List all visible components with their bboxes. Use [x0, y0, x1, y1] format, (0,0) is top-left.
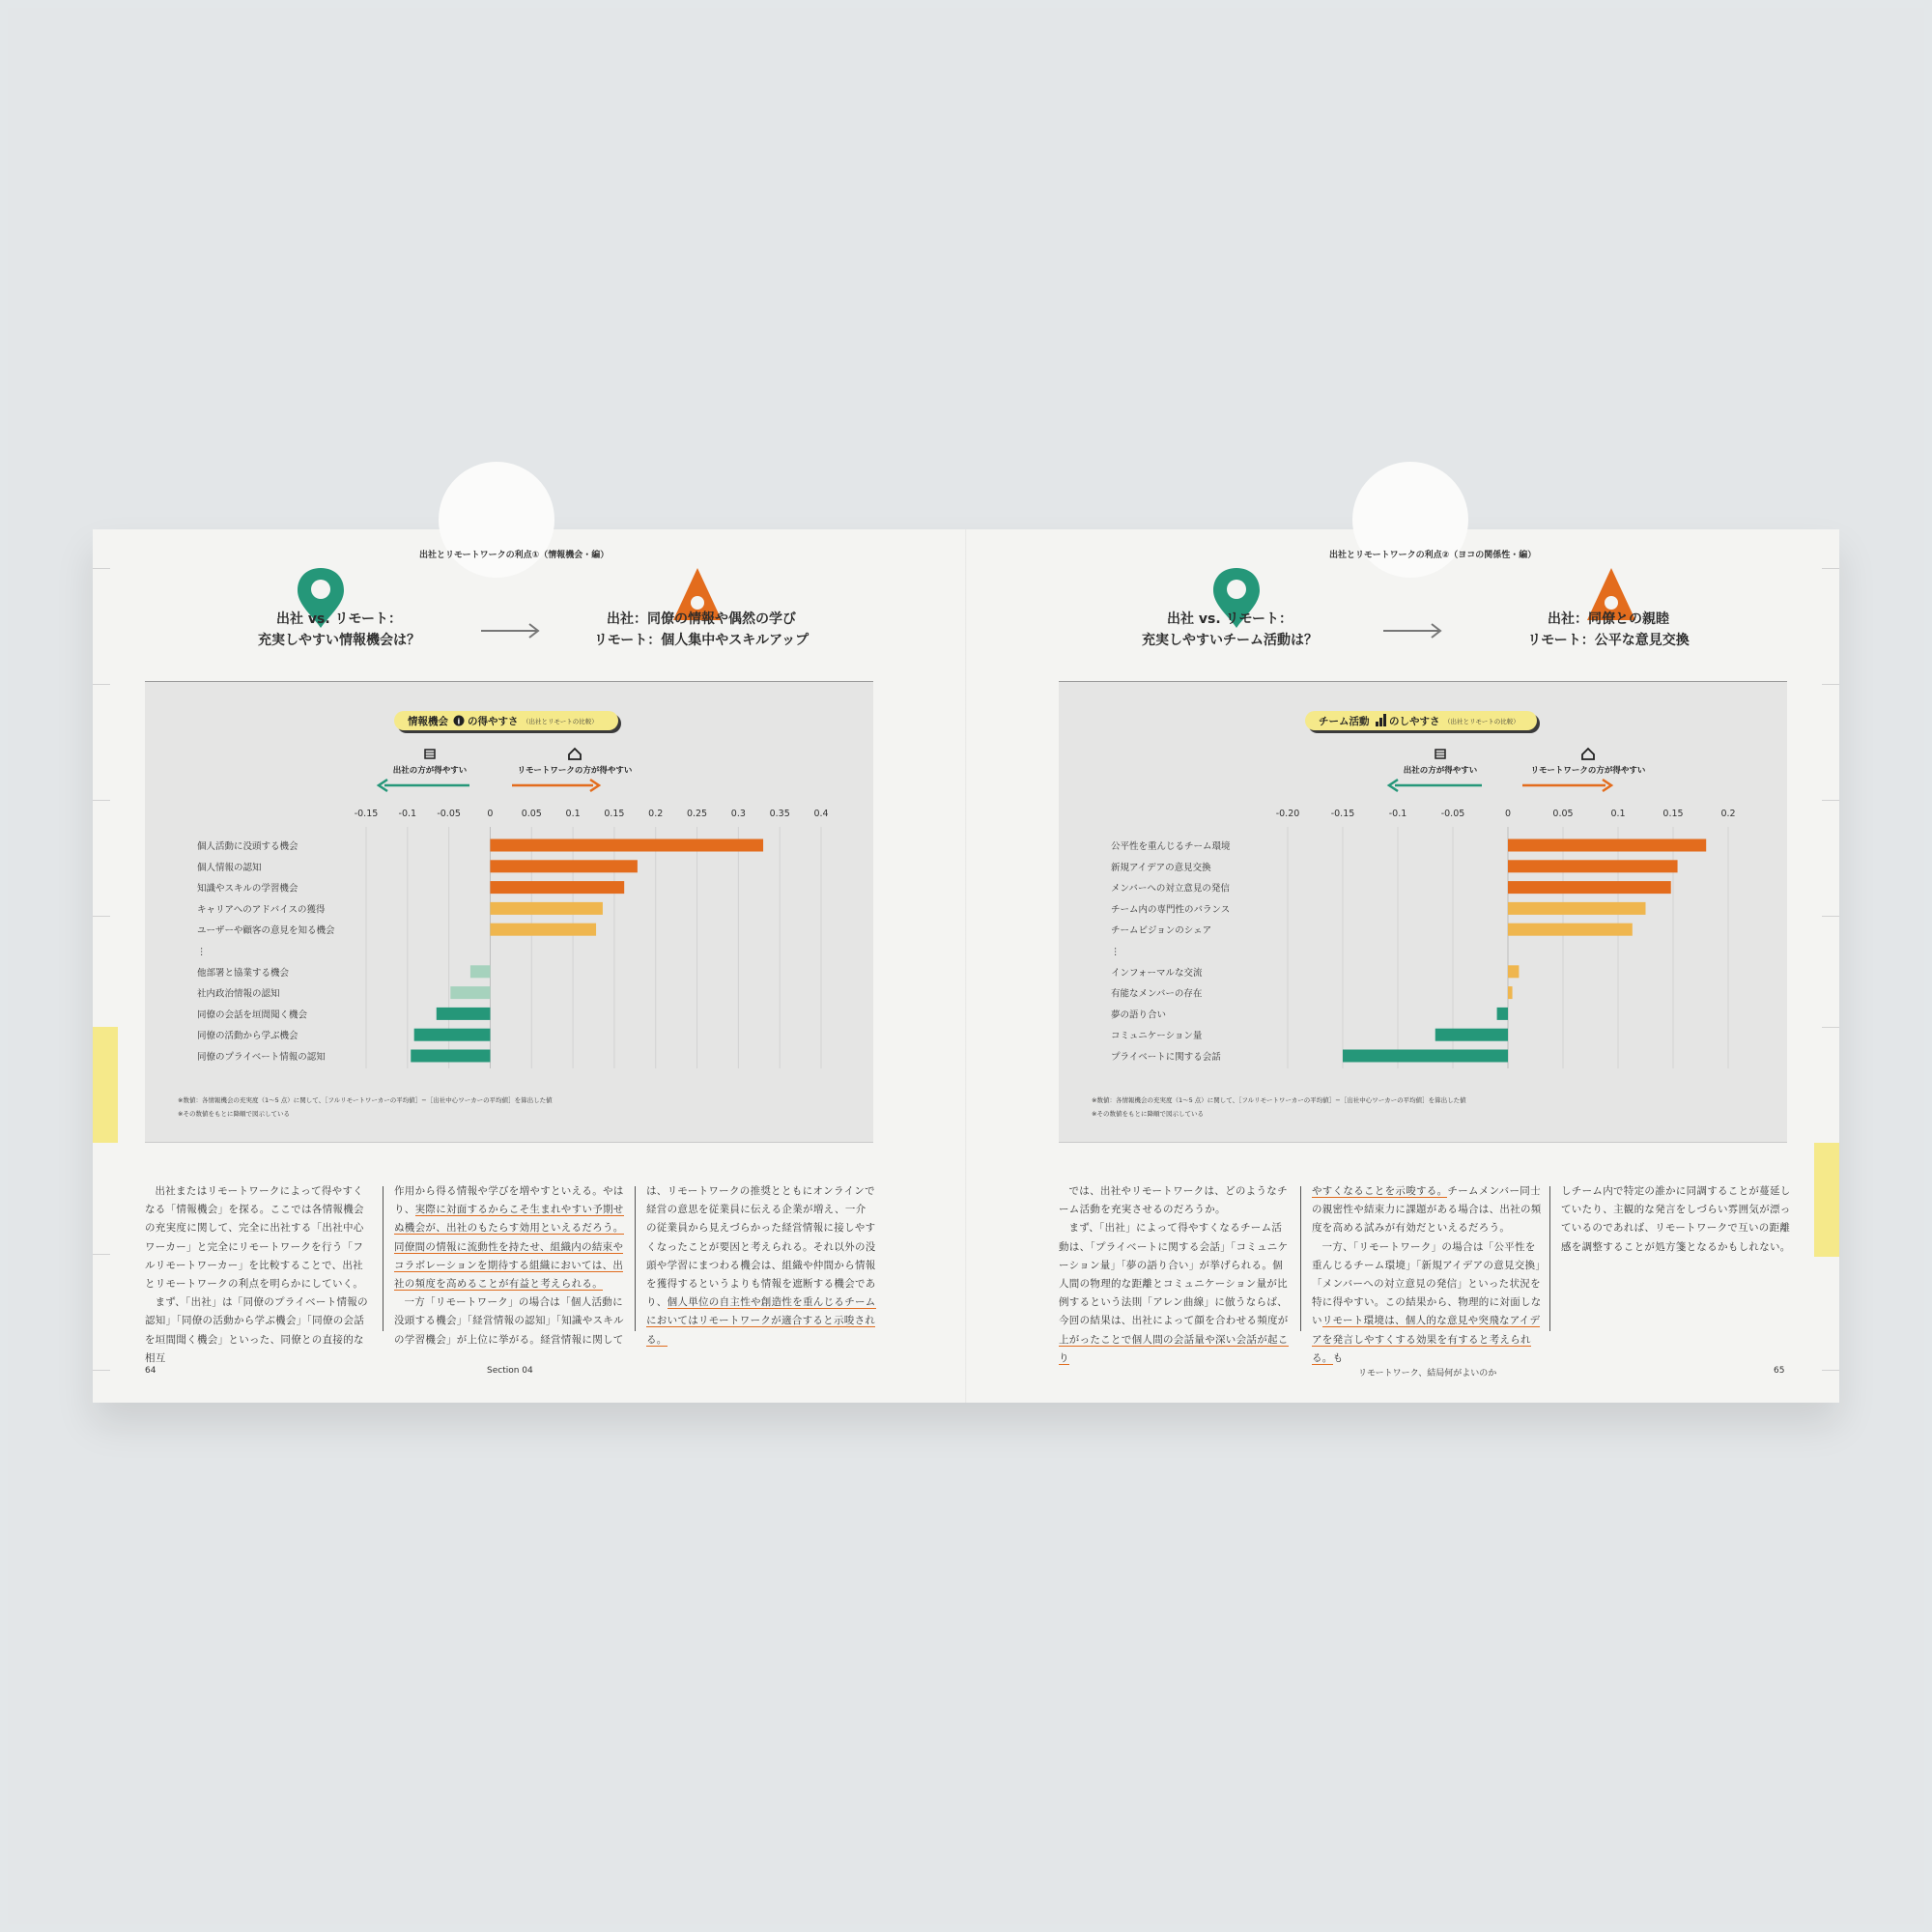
arrow-right-icon	[1381, 621, 1445, 640]
chart-title-suffix: のしやすさ	[1389, 716, 1440, 727]
info-icon-glyph: i	[457, 717, 461, 726]
edge-rule	[93, 1370, 110, 1371]
tick-label: 0.2	[1720, 809, 1736, 819]
question-heading	[257, 609, 421, 651]
chart-title-note: （出社とリモートの比較）	[1444, 718, 1520, 725]
body-column-3	[646, 1182, 876, 1346]
running-head: 出社とリモートワークの利点②（ヨコの関係性・編）	[1329, 551, 1537, 560]
edge-rule	[1822, 916, 1839, 917]
arrow-right-icon	[479, 621, 543, 640]
tick-label: -0.05	[1440, 809, 1465, 819]
underlined-text: リモート環境は、個人的な意見や突飛なアイデアを発言しやすくする効果を有すると考えられる。	[1312, 1315, 1541, 1364]
column-divider	[383, 1186, 384, 1331]
legend-remote-label: リモートワークの方が得やすい	[1530, 766, 1646, 776]
edge-highlight	[1814, 1143, 1839, 1257]
edge-rule	[1822, 1370, 1839, 1371]
chart-footnote: ※数値：各情報機会の充実度（1〜5 点）に関して、［フルリモートワーカーの平均値］−［出社中心ワーカーの平均値］を算出した値	[178, 1096, 553, 1104]
text-run: チームメンバー同士の親密性や結束力に課題がある場合は、出社の頻度を高める試みが有効だといえるだろう。	[1312, 1185, 1542, 1235]
category-label: 同僚の活動から学ぶ機会	[197, 1031, 298, 1042]
answer-heading	[585, 609, 817, 651]
column-divider	[1300, 1186, 1301, 1331]
bar	[1508, 860, 1678, 872]
category-label: チーム内の専門性のバランス	[1111, 904, 1231, 916]
category-label: 個人活動に没頭する機会	[197, 841, 298, 852]
category-label: 公平性を重んじるチーム環境	[1111, 841, 1231, 852]
book-title-label: リモートワーク、結局何がよいのか	[1358, 1369, 1497, 1378]
tick-label: 0.3	[730, 809, 746, 819]
legend-office-label: 出社の方が得やすい	[1403, 766, 1478, 776]
underlined-text: 同僚間の情報に流動性を持たせ、組織内の結束やコラボレーションを期待する組織においては、出社の頻度を高めることが有益と考えられる。	[394, 1240, 624, 1291]
column-divider	[1549, 1186, 1550, 1331]
edge-rule	[93, 568, 110, 569]
bar	[470, 965, 491, 978]
paragraph: では、出社やリモートワークは、どのようなチーム活動を充実させるのだろうか。	[1059, 1185, 1288, 1216]
paragraph: まず、「出社」は「同僚のプライベート情報の認知」「同僚の活動から学ぶ機会」「同僚の会話を垣間聞く機会」といった、同僚との直接的な相互	[145, 1296, 368, 1364]
paragraph	[1312, 1182, 1542, 1238]
underlined-text: やすくなることを示唆する。	[1312, 1185, 1448, 1197]
paragraph: しチーム内で特定の誰かに同調することが蔓延していたり、主観的な発言をしづらい雰囲気が漂っているのであれば、リモートワークで互いの距離感を調整することが処方箋となるかもしれない。	[1561, 1185, 1791, 1253]
category-label: 個人情報の認知	[197, 862, 262, 873]
bar	[1508, 986, 1513, 999]
category-label: 夢の語り合い	[1111, 1009, 1167, 1021]
underlined-text: 上がったことで個人間の会話量や深い会話が起こり	[1059, 1333, 1289, 1364]
bar	[1497, 1008, 1508, 1020]
page-number: 65	[1774, 1366, 1785, 1376]
bar-chart-icon	[1379, 718, 1382, 726]
text-run: 一方、「リモートワーク」の場合は「公平性を重んじるチーム環境」「新規アイデアの意見交換」「メンバーへの対立意見の発信」といった状況を特に得やすい。この結果から、物理的に対面しない	[1312, 1240, 1542, 1327]
chart-panel	[145, 681, 873, 1143]
tick-label: -0.15	[1330, 809, 1355, 819]
edge-rule	[1822, 568, 1839, 569]
category-label: ⋮	[1111, 947, 1121, 957]
tick-label: 0	[487, 809, 494, 819]
bar	[1508, 839, 1706, 852]
category-label: 他部署と協業する機会	[197, 967, 290, 979]
category-label: コミュニケーション量	[1111, 1031, 1203, 1042]
tick-label: -0.05	[437, 809, 461, 819]
answer-line-2: リモート：公平な意見交換	[1527, 633, 1690, 648]
chart-footnote: ※その数値をもとに降順で図示している	[1092, 1110, 1204, 1118]
tick-label: 0.1	[1610, 809, 1626, 819]
category-label: 知識やスキルの学習機会	[197, 883, 298, 895]
bar	[437, 1008, 491, 1020]
chart-title: 情報機会	[408, 716, 448, 727]
edge-rule	[1822, 1027, 1839, 1028]
bar-chart	[145, 682, 873, 1142]
bar	[1508, 902, 1646, 915]
answer-line-2: リモート：個人集中やスキルアップ	[593, 633, 810, 648]
tick-label: 0.2	[648, 809, 664, 819]
bar	[490, 881, 624, 894]
book-spread	[93, 529, 1839, 1403]
bar	[414, 1029, 491, 1041]
text-run: まず、「出社」によって得やすくなるチーム活動は、「プライベートに関する会話」「コミュニケーション量」「夢の語り合い」が挙げられる。個人間の物理的な距離とコミュニケーション量が比例するという法則「アレン曲線」に倣うならば、今回の結果は、出社によって顔を合わせる頻度が	[1059, 1222, 1289, 1327]
paragraph: 一方「リモートワーク」の場合は「個人活動に没頭する機会」「経営情報の認知」「知識やスキルの学習機会」が上位に挙がる。経営情報に関して	[394, 1296, 624, 1346]
section-label: Section 04	[487, 1366, 533, 1376]
body-column-1	[145, 1182, 371, 1364]
underlined-text: 個人単位の自主性や創造性を重んじるチームにおいてはリモートワークが適合すると示唆される。	[646, 1296, 876, 1346]
answer-line-1: 出社：同僚の情報や偶然の学び	[607, 611, 796, 627]
edge-rule	[93, 916, 110, 917]
chart-title: チーム活動	[1319, 716, 1370, 727]
decorative-circle	[439, 462, 554, 578]
question-heading	[1138, 609, 1321, 651]
bar	[1435, 1029, 1508, 1041]
edge-rule	[93, 684, 110, 685]
running-head: 出社とリモートワークの利点①（情報機会・編）	[419, 551, 610, 560]
category-label: チームビジョンのシェア	[1111, 925, 1212, 937]
category-label: 社内政治情報の認知	[197, 988, 280, 1000]
edge-rule	[1822, 684, 1839, 685]
body-column-2	[1312, 1182, 1542, 1364]
tick-label: 0.05	[1552, 809, 1574, 819]
bar	[1343, 1050, 1508, 1063]
answer-line-1: 出社：同僚との親睦	[1548, 611, 1669, 627]
category-label: 新規アイデアの意見交換	[1111, 862, 1211, 873]
text-run: は、リモートワークの推奨とともにオンラインで経営の意思を従業員に伝える企業が増え、一介の従業員から見えづらかった経営情報に接しやすくなったことが要因と考えられる。それ以外の没頭や学習にまつわる機会は、組織や仲間から情報を獲得するというよりも情報を遮断する機会であり、	[646, 1185, 876, 1309]
paragraph: 出社またはリモートワークによって得やすくなる「情報機会」を探る。ここでは各情報機会の充実度に関して、完全に出社する「出社中心ワーカー」と完全にリモートワークを行う「フルリモートワーカー」を比較することで、出社とリモートワークの利点を明らかにしていく。	[145, 1185, 364, 1291]
chart-footnote: ※数値：各情報機会の充実度（1〜5 点）に関して、［フルリモートワーカーの平均値］−［出社中心ワーカーの平均値］を算出した値	[1092, 1096, 1466, 1104]
tick-label: 0.15	[604, 809, 625, 819]
paragraph	[646, 1182, 876, 1350]
body-column-1	[1059, 1182, 1289, 1364]
paragraph	[1059, 1219, 1289, 1368]
category-label: キャリアへのアドバイスの獲得	[197, 904, 326, 916]
edge-rule	[1822, 800, 1839, 801]
tick-label: 0.25	[686, 809, 708, 819]
chart-panel	[1059, 681, 1787, 1143]
question-line-1: 出社 vs. リモート：	[276, 611, 402, 627]
category-label: 同僚のプライベート情報の認知	[197, 1052, 326, 1063]
house-icon	[1582, 749, 1594, 759]
decorative-circle	[1352, 462, 1468, 578]
right-page	[966, 529, 1839, 1403]
bar	[490, 860, 637, 872]
tick-label: 0.15	[1662, 809, 1684, 819]
tick-label: -0.15	[354, 809, 379, 819]
bar	[490, 902, 602, 915]
chart-footnote: ※その数値をもとに降順で図示している	[178, 1110, 290, 1118]
page-number: 64	[145, 1366, 156, 1376]
building-icon	[425, 750, 435, 758]
underlined-text: 実際に対面するからこそ生まれやすい予期せぬ機会が、出社のもたらす効用といえるだろう。	[394, 1204, 624, 1235]
tick-label: -0.1	[1388, 809, 1407, 819]
bar	[1508, 923, 1633, 936]
bar-chart-icon	[1383, 714, 1386, 726]
bar	[1508, 881, 1671, 894]
bar	[490, 839, 763, 852]
building-icon	[1435, 750, 1445, 758]
bar-chart	[1059, 682, 1787, 1142]
tick-label: 0.1	[565, 809, 581, 819]
bar	[490, 923, 596, 936]
house-icon	[569, 749, 581, 759]
edge-rule	[93, 800, 110, 801]
category-label: プライベートに関する会話	[1111, 1052, 1221, 1063]
bar	[1508, 965, 1519, 978]
body-column-3	[1561, 1182, 1791, 1337]
category-label: 同僚の会話を垣間聞く機会	[197, 1009, 308, 1021]
tick-label: 0.4	[813, 809, 829, 819]
tick-label: 0.05	[521, 809, 542, 819]
bar	[411, 1050, 490, 1063]
category-label: ⋮	[197, 947, 207, 957]
tick-label: 0.35	[769, 809, 790, 819]
category-label: インフォーマルな交流	[1111, 967, 1203, 979]
edge-highlight	[93, 1027, 118, 1143]
legend-remote-label: リモートワークの方が得やすい	[517, 766, 633, 776]
category-label: 有能なメンバーの存在	[1111, 988, 1203, 1000]
text-run: も	[1332, 1351, 1344, 1364]
question-line-1: 出社 vs. リモート：	[1167, 611, 1293, 627]
question-line-2: 充実しやすいチーム活動は？	[1142, 633, 1318, 648]
tick-label: -0.20	[1275, 809, 1300, 819]
question-line-2: 充実しやすい情報機会は？	[258, 633, 420, 648]
chart-title-suffix: の得やすさ	[468, 716, 519, 727]
left-page	[93, 529, 966, 1403]
legend-office-label: 出社の方が得やすい	[392, 766, 468, 776]
paragraph	[394, 1182, 624, 1293]
column-divider	[635, 1186, 636, 1331]
text-run: 作用から得る情報や学びを増やすといえる。やはり、	[394, 1185, 624, 1216]
bar	[450, 986, 490, 999]
category-label: メンバーへの対立意見の発信	[1111, 883, 1230, 895]
body-column-2	[394, 1182, 624, 1346]
bar-chart-icon	[1376, 722, 1378, 726]
edge-rule	[93, 1254, 110, 1255]
tick-label: 0	[1504, 809, 1512, 819]
answer-heading	[1507, 609, 1710, 651]
chart-title-note: （出社とリモートの比較）	[523, 718, 598, 725]
tick-label: -0.1	[398, 809, 417, 819]
category-label: ユーザーや顧客の意見を知る機会	[197, 925, 335, 937]
paragraph	[1312, 1238, 1542, 1368]
